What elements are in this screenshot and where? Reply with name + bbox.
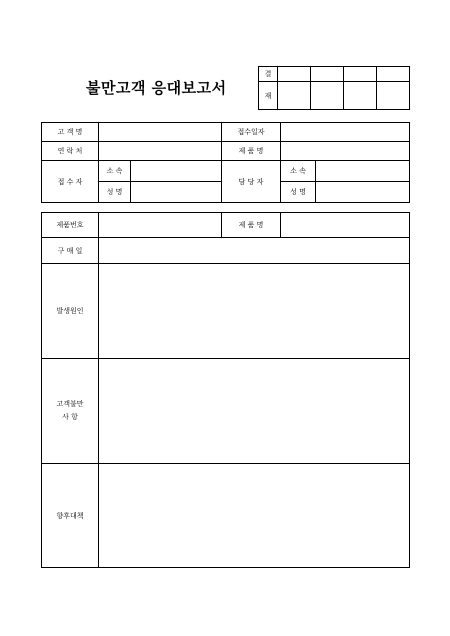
receiver-name-field[interactable] [131, 182, 222, 203]
complaint-label-line1: 고객불만 [56, 400, 84, 408]
approval-header-cell [278, 67, 311, 82]
approval-sign-cell[interactable] [311, 82, 344, 110]
customer-name-label: 고 객 명 [42, 123, 99, 142]
product-name-label: 제 품 명 [222, 142, 281, 161]
measures-label: 향후대책 [42, 464, 99, 568]
complaint-detail-table [41, 212, 410, 568]
receiver-dept-field[interactable] [131, 161, 222, 182]
product-no-field[interactable] [99, 213, 222, 238]
document-title: 불만고객 응대보고서 [86, 79, 227, 97]
contact-label: 연 락 처 [42, 142, 99, 161]
approval-sign-cell[interactable] [377, 82, 410, 110]
cause-label: 발생원인 [42, 264, 99, 359]
complaint-label-line2: 사 항 [62, 413, 78, 421]
approval-sign-cell[interactable] [278, 82, 311, 110]
approval-header-cell [311, 67, 344, 82]
receiver-label: 접 수 자 [42, 161, 99, 203]
complaint-label [42, 359, 99, 464]
product-name-field-2[interactable] [281, 213, 410, 238]
customer-name-field[interactable] [99, 123, 222, 142]
approval-label-top: 결 [259, 67, 278, 82]
measures-field[interactable] [99, 464, 410, 568]
approval-label-bottom: 재 [259, 82, 278, 110]
contact-field[interactable] [99, 142, 222, 161]
approval-header-cell [377, 67, 410, 82]
manager-name-label: 성 명 [281, 182, 316, 203]
receiver-dept-label: 소 속 [99, 161, 131, 182]
manager-dept-label: 소 속 [281, 161, 316, 182]
product-name-field[interactable] [281, 142, 410, 161]
product-no-label: 제품번호 [42, 213, 99, 238]
manager-dept-field[interactable] [316, 161, 410, 182]
approval-sign-cell[interactable] [344, 82, 377, 110]
product-name-label-2: 제 품 명 [222, 213, 281, 238]
receipt-date-label: 접수일자 [222, 123, 281, 142]
receipt-date-field[interactable] [281, 123, 410, 142]
manager-label: 담 당 자 [222, 161, 281, 203]
complaint-field[interactable] [99, 359, 410, 464]
purchase-date-label: 구 매 일 [42, 238, 99, 264]
approval-box [258, 66, 410, 110]
approval-header-cell [344, 67, 377, 82]
cause-field[interactable] [99, 264, 410, 359]
receiver-name-label: 성 명 [99, 182, 131, 203]
customer-info-table [41, 122, 410, 203]
manager-name-field[interactable] [316, 182, 410, 203]
purchase-date-field[interactable] [99, 238, 410, 264]
